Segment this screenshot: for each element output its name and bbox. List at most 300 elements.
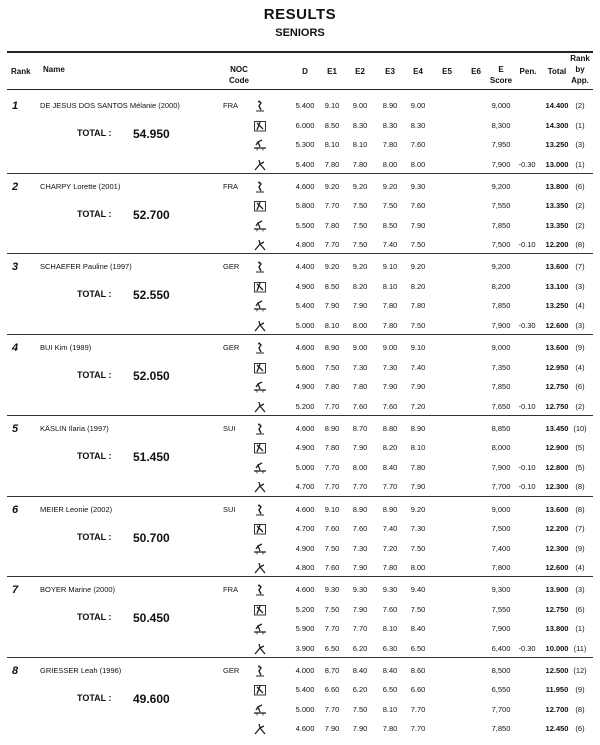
score-d: 6.000 xyxy=(295,120,315,130)
score-e3: 7.40 xyxy=(382,240,398,250)
score-e3: 8.10 xyxy=(382,704,398,714)
score-total: 13.350 xyxy=(545,201,569,211)
score-d: 4.600 xyxy=(295,724,315,734)
score-e2: 8.10 xyxy=(352,140,368,149)
score-d: 5.800 xyxy=(295,201,315,211)
score-pen: -0.30 xyxy=(518,320,536,330)
score-e3: 7.80 xyxy=(382,140,398,149)
score-d: 5.400 xyxy=(295,301,315,311)
score-e1: 9.20 xyxy=(324,181,340,191)
score-d: 4.800 xyxy=(295,240,315,250)
score-rank: (6) xyxy=(575,604,585,614)
uneven-bars-icon xyxy=(253,603,267,615)
score-total: 13.800 xyxy=(545,624,569,634)
score-e1: 7.60 xyxy=(324,563,340,572)
score-e3: 7.50 xyxy=(382,201,398,211)
score-d: 5.400 xyxy=(295,101,315,110)
total-label: TOTAL : xyxy=(77,128,112,138)
score-e2: 7.90 xyxy=(352,724,368,734)
balance-beam-icon xyxy=(253,380,267,392)
athlete-total: 50.700 xyxy=(133,530,170,545)
score-rank: (8) xyxy=(575,504,585,514)
total-label: TOTAL : xyxy=(77,370,112,381)
score-rank: (2) xyxy=(575,220,585,230)
score-e3: 7.70 xyxy=(382,482,398,492)
score-e1: 7.70 xyxy=(324,462,340,472)
score-e2: 6.20 xyxy=(352,685,368,695)
score-pen: -0.30 xyxy=(518,159,536,169)
score-total: 11.950 xyxy=(545,685,569,695)
vault-icon xyxy=(253,341,267,353)
score-total: 10.000 xyxy=(545,643,569,653)
score-e1: 7.70 xyxy=(324,240,340,250)
score-e2: 7.50 xyxy=(352,240,368,250)
col-header-name: Name xyxy=(43,65,65,74)
score-e2: 7.90 xyxy=(352,563,368,572)
col-header-e1: E1 xyxy=(327,67,337,76)
uneven-bars-icon xyxy=(253,199,267,211)
score-e: 7,700 xyxy=(491,482,511,492)
score-e4: 7.50 xyxy=(410,604,426,614)
score-e2: 9.00 xyxy=(352,101,368,110)
page-title: RESULTS xyxy=(263,6,337,23)
score-total: 13.800 xyxy=(545,181,569,191)
score-e3: 9.30 xyxy=(382,585,398,595)
score-rank: (3) xyxy=(575,585,585,595)
score-rank: (1) xyxy=(575,120,585,130)
score-e1: 7.70 xyxy=(324,401,340,411)
score-total: 13.000 xyxy=(545,159,569,169)
score-rank: (9) xyxy=(575,343,585,353)
score-e: 6,550 xyxy=(491,685,511,695)
score-d: 3.900 xyxy=(295,643,315,653)
score-e4: 9.30 xyxy=(410,181,426,191)
score-e: 7,850 xyxy=(491,382,511,392)
score-d: 5.300 xyxy=(295,140,315,149)
score-e2: 8.90 xyxy=(352,504,368,514)
col-header-noc: NOC xyxy=(230,65,248,74)
score-e3: 8.20 xyxy=(382,443,398,453)
score-e3: 6.30 xyxy=(382,643,398,653)
score-e3: 7.80 xyxy=(382,563,398,572)
score-e: 6,400 xyxy=(491,643,511,653)
uneven-bars-icon xyxy=(253,683,267,695)
uneven-bars-icon xyxy=(253,522,267,534)
athlete-rank: 6 xyxy=(12,503,19,516)
page-subtitle: SENIORS xyxy=(275,27,325,39)
score-rank: (8) xyxy=(575,482,585,492)
score-rank: (4) xyxy=(575,301,585,311)
score-rank: (9) xyxy=(575,543,585,553)
score-e3: 7.80 xyxy=(382,301,398,311)
athlete-noc: GER xyxy=(223,343,240,353)
score-e2: 9.00 xyxy=(352,343,368,353)
score-d: 4.000 xyxy=(295,665,315,675)
score-e1: 7.80 xyxy=(324,443,340,453)
score-e4: 7.80 xyxy=(410,462,426,472)
score-pen: -0.30 xyxy=(518,643,536,653)
score-e: 7,700 xyxy=(491,704,511,714)
balance-beam-icon xyxy=(253,461,267,473)
score-total: 13.100 xyxy=(545,281,569,291)
score-e: 8,200 xyxy=(491,281,511,291)
score-e: 8,300 xyxy=(491,120,511,130)
score-e1: 7.80 xyxy=(324,159,340,169)
score-rank: (3) xyxy=(575,140,585,149)
score-pen: -0.10 xyxy=(518,482,536,492)
balance-beam-icon xyxy=(253,542,267,554)
col-header-escore-2: Score xyxy=(489,76,513,85)
score-e2: 7.50 xyxy=(352,704,368,714)
balance-beam-icon xyxy=(253,299,267,311)
athlete-separator xyxy=(7,334,593,335)
score-e4: 7.90 xyxy=(410,220,426,230)
score-e3: 9.10 xyxy=(382,262,398,272)
score-rank: (2) xyxy=(575,101,585,110)
score-rank: (9) xyxy=(575,685,585,695)
score-e1: 6.50 xyxy=(324,643,340,653)
score-e3: 7.60 xyxy=(382,604,398,614)
athlete-separator xyxy=(7,253,593,254)
score-d: 5.400 xyxy=(295,159,315,169)
header-bottom-rule xyxy=(7,89,593,90)
score-e2: 8.30 xyxy=(352,120,368,130)
score-d: 5.400 xyxy=(295,685,315,695)
score-e4: 9.20 xyxy=(410,262,426,272)
score-e4: 7.50 xyxy=(410,543,426,553)
score-total: 12.700 xyxy=(545,704,569,714)
score-pen: -0.10 xyxy=(518,240,536,250)
floor-icon xyxy=(253,158,267,170)
score-e2: 8.70 xyxy=(352,423,368,433)
score-rank: (1) xyxy=(575,624,585,634)
score-e: 7,900 xyxy=(491,462,511,472)
score-e2: 8.20 xyxy=(352,281,368,291)
score-rank: (5) xyxy=(575,462,585,472)
athlete-separator xyxy=(7,576,593,577)
score-e2: 7.70 xyxy=(352,482,368,492)
score-e: 7,850 xyxy=(491,301,511,311)
score-e3: 8.10 xyxy=(382,281,398,291)
score-e4: 7.50 xyxy=(410,240,426,250)
score-d: 4.600 xyxy=(295,423,315,433)
floor-icon xyxy=(253,642,267,654)
score-rank: (12) xyxy=(573,665,587,675)
col-header-rank-app-1: Rank xyxy=(570,54,590,63)
score-e2: 7.50 xyxy=(352,220,368,230)
score-rank: (2) xyxy=(575,401,585,411)
score-e1: 6.60 xyxy=(324,685,340,695)
score-e: 7,500 xyxy=(491,240,511,250)
athlete-rank: 8 xyxy=(12,664,19,677)
score-d: 4.800 xyxy=(295,563,315,572)
athlete-total: 52.700 xyxy=(133,207,170,222)
score-e4: 7.60 xyxy=(410,140,426,149)
score-e4: 7.30 xyxy=(410,524,426,533)
score-e: 7,900 xyxy=(491,624,511,634)
score-e2: 7.90 xyxy=(352,301,368,311)
score-d: 4.600 xyxy=(295,585,315,595)
score-e1: 7.60 xyxy=(324,524,340,533)
score-total: 12.200 xyxy=(545,240,569,250)
score-rank: (6) xyxy=(575,181,585,191)
col-header-e3: E3 xyxy=(385,67,395,76)
score-e: 9,000 xyxy=(491,504,511,514)
score-e4: 7.40 xyxy=(410,362,426,372)
balance-beam-icon xyxy=(253,703,267,715)
score-e4: 8.00 xyxy=(410,563,426,572)
score-e2: 9.20 xyxy=(352,181,368,191)
score-e4: 7.20 xyxy=(410,401,426,411)
score-e3: 8.40 xyxy=(382,665,398,675)
col-header-e2: E2 xyxy=(355,67,365,76)
score-d: 5.200 xyxy=(295,604,315,614)
score-e3: 8.90 xyxy=(382,101,398,110)
score-d: 5.000 xyxy=(295,320,315,330)
athlete-total: 49.600 xyxy=(133,691,170,706)
score-total: 13.600 xyxy=(545,343,569,353)
score-d: 4.900 xyxy=(295,443,315,453)
score-e1: 9.10 xyxy=(324,101,340,110)
score-e2: 7.90 xyxy=(352,443,368,453)
score-e1: 7.50 xyxy=(324,543,340,553)
score-d: 4.900 xyxy=(295,382,315,392)
score-e1: 9.20 xyxy=(324,262,340,272)
score-e: 7,850 xyxy=(491,220,511,230)
score-d: 5.600 xyxy=(295,362,315,372)
score-e4: 6.50 xyxy=(410,643,426,653)
score-e2: 9.20 xyxy=(352,262,368,272)
vault-icon xyxy=(253,260,267,272)
score-rank: (1) xyxy=(575,159,585,169)
score-e2: 7.80 xyxy=(352,159,368,169)
col-header-rank-app-3: App. xyxy=(571,76,589,85)
score-total: 14.400 xyxy=(545,101,569,110)
score-e1: 7.70 xyxy=(324,624,340,634)
score-e3: 8.00 xyxy=(382,159,398,169)
score-e2: 7.30 xyxy=(352,362,368,372)
athlete-name: DE JESUS DOS SANTOS Mélanie (2000) xyxy=(40,101,180,110)
header-top-rule xyxy=(7,51,593,53)
score-e4: 8.00 xyxy=(410,159,426,169)
score-e1: 8.50 xyxy=(324,281,340,291)
score-e1: 7.70 xyxy=(324,201,340,211)
score-pen: -0.10 xyxy=(518,462,536,472)
total-label: TOTAL : xyxy=(77,208,112,219)
score-total: 12.600 xyxy=(545,320,569,330)
athlete-rank: 1 xyxy=(12,100,19,112)
score-e3: 7.60 xyxy=(382,401,398,411)
score-e2: 9.30 xyxy=(352,585,368,595)
col-header-total: Total xyxy=(547,67,567,76)
col-header-rank-app-2: by xyxy=(575,65,585,74)
score-rank: (3) xyxy=(575,281,585,291)
score-e3: 7.30 xyxy=(382,362,398,372)
score-e3: 8.80 xyxy=(382,423,398,433)
score-rank: (6) xyxy=(575,724,585,734)
score-d: 4.400 xyxy=(295,262,315,272)
uneven-bars-icon xyxy=(253,361,267,373)
score-total: 13.600 xyxy=(545,504,569,514)
score-e1: 7.80 xyxy=(324,382,340,392)
score-e: 7,500 xyxy=(491,524,511,533)
score-e3: 8.30 xyxy=(382,120,398,130)
athlete-rank: 3 xyxy=(12,261,19,274)
score-e4: 7.70 xyxy=(410,704,426,714)
athlete-noc: GER xyxy=(223,262,240,272)
score-e4: 8.20 xyxy=(410,281,426,291)
score-e: 7,800 xyxy=(491,563,511,572)
score-e3: 7.90 xyxy=(382,382,398,392)
score-e3: 8.40 xyxy=(382,462,398,472)
score-pen: -0.10 xyxy=(518,401,536,411)
score-e1: 7.70 xyxy=(324,704,340,714)
floor-icon xyxy=(253,561,267,573)
athlete-noc: FRA xyxy=(223,181,238,191)
score-e1: 8.70 xyxy=(324,665,340,675)
total-label: TOTAL : xyxy=(77,450,112,461)
score-rank: (10) xyxy=(573,423,587,433)
score-d: 5.500 xyxy=(295,220,315,230)
score-e: 8,500 xyxy=(491,665,511,675)
vault-icon xyxy=(253,99,267,111)
score-d: 4.900 xyxy=(295,543,315,553)
score-e: 9,300 xyxy=(491,585,511,595)
athlete-noc: FRA xyxy=(223,101,238,110)
score-e4: 8.30 xyxy=(410,120,426,130)
col-header-pen: Pen. xyxy=(519,67,537,76)
score-e1: 8.10 xyxy=(324,140,340,149)
score-rank: (4) xyxy=(575,362,585,372)
uneven-bars-icon xyxy=(253,119,267,131)
athlete-separator xyxy=(7,173,593,174)
score-rank: (4) xyxy=(575,563,585,572)
col-header-code: Code xyxy=(229,76,249,85)
score-e3: 8.50 xyxy=(382,220,398,230)
score-e1: 8.50 xyxy=(324,120,340,130)
score-e1: 7.90 xyxy=(324,301,340,311)
score-total: 12.750 xyxy=(545,382,569,392)
score-total: 13.250 xyxy=(545,140,569,149)
score-e4: 7.90 xyxy=(410,482,426,492)
uneven-bars-icon xyxy=(253,441,267,453)
score-rank: (8) xyxy=(575,240,585,250)
score-e1: 7.50 xyxy=(324,604,340,614)
score-rank: (11) xyxy=(573,643,587,653)
athlete-noc: FRA xyxy=(223,585,238,595)
score-total: 12.500 xyxy=(545,665,569,675)
score-e3: 7.40 xyxy=(382,524,398,533)
score-e4: 7.50 xyxy=(410,320,426,330)
score-total: 13.250 xyxy=(545,301,569,311)
score-e4: 8.60 xyxy=(410,665,426,675)
balance-beam-icon xyxy=(253,138,267,150)
score-e: 7,950 xyxy=(491,140,511,149)
score-e2: 7.30 xyxy=(352,543,368,553)
vault-icon xyxy=(253,180,267,192)
score-e: 9,200 xyxy=(491,181,511,191)
score-d: 4.900 xyxy=(295,281,315,291)
score-e3: 8.10 xyxy=(382,624,398,634)
floor-icon xyxy=(253,238,267,250)
score-e: 7,900 xyxy=(491,159,511,169)
athlete-rank: 7 xyxy=(12,584,19,597)
score-e: 9,200 xyxy=(491,262,511,272)
score-total: 12.900 xyxy=(545,443,569,453)
athlete-noc: SUI xyxy=(223,423,236,433)
score-e1: 7.50 xyxy=(324,362,340,372)
score-e4: 9.20 xyxy=(410,504,426,514)
floor-icon xyxy=(253,722,267,734)
vault-icon xyxy=(253,664,267,676)
col-header-e6: E6 xyxy=(471,67,481,76)
score-e3: 9.00 xyxy=(382,343,398,353)
score-e4: 8.90 xyxy=(410,423,426,433)
score-rank: (5) xyxy=(575,443,585,453)
score-total: 12.300 xyxy=(545,482,569,492)
athlete-name: KÄSLIN Ilaria (1997) xyxy=(40,423,109,433)
score-e1: 7.90 xyxy=(324,724,340,734)
score-total: 13.600 xyxy=(545,262,569,272)
score-rank: (8) xyxy=(575,704,585,714)
score-total: 12.600 xyxy=(545,563,569,572)
athlete-rank: 4 xyxy=(12,342,19,355)
athlete-total: 54.950 xyxy=(133,127,170,141)
score-d: 4.700 xyxy=(295,524,315,533)
score-e: 9,000 xyxy=(491,343,511,353)
score-e4: 7.60 xyxy=(410,201,426,211)
total-label: TOTAL : xyxy=(77,289,112,300)
uneven-bars-icon xyxy=(253,280,267,292)
athlete-separator xyxy=(7,657,593,658)
athlete-noc: GER xyxy=(223,665,240,675)
athlete-name: BUI Kim (1989) xyxy=(40,343,92,353)
vault-icon xyxy=(253,422,267,434)
athlete-total: 52.550 xyxy=(133,288,170,303)
score-e: 7,550 xyxy=(491,201,511,211)
floor-icon xyxy=(253,400,267,412)
col-header-e5: E5 xyxy=(442,67,452,76)
score-e3: 8.90 xyxy=(382,504,398,514)
score-e2: 8.00 xyxy=(352,320,368,330)
score-e2: 7.60 xyxy=(352,401,368,411)
score-d: 4.700 xyxy=(295,482,315,492)
score-e4: 9.00 xyxy=(410,101,426,110)
score-e2: 7.70 xyxy=(352,624,368,634)
score-total: 12.300 xyxy=(545,543,569,553)
score-e2: 8.00 xyxy=(352,462,368,472)
score-e1: 9.30 xyxy=(324,585,340,595)
col-header-rank: Rank xyxy=(11,67,31,76)
athlete-name: MEIER Leonie (2002) xyxy=(40,504,113,514)
total-label: TOTAL : xyxy=(77,612,112,623)
athlete-separator xyxy=(7,415,593,416)
score-e: 7,550 xyxy=(491,604,511,614)
score-e4: 8.40 xyxy=(410,624,426,634)
floor-icon xyxy=(253,319,267,331)
score-rank: (7) xyxy=(575,524,585,533)
vault-icon xyxy=(253,503,267,515)
score-d: 5.900 xyxy=(295,624,315,634)
score-e: 7,400 xyxy=(491,543,511,553)
score-e1: 7.70 xyxy=(324,482,340,492)
total-label: TOTAL : xyxy=(77,692,112,703)
balance-beam-icon xyxy=(253,219,267,231)
athlete-separator xyxy=(7,496,593,497)
score-total: 12.450 xyxy=(545,724,569,734)
score-e2: 6.20 xyxy=(352,643,368,653)
score-total: 12.750 xyxy=(545,604,569,614)
